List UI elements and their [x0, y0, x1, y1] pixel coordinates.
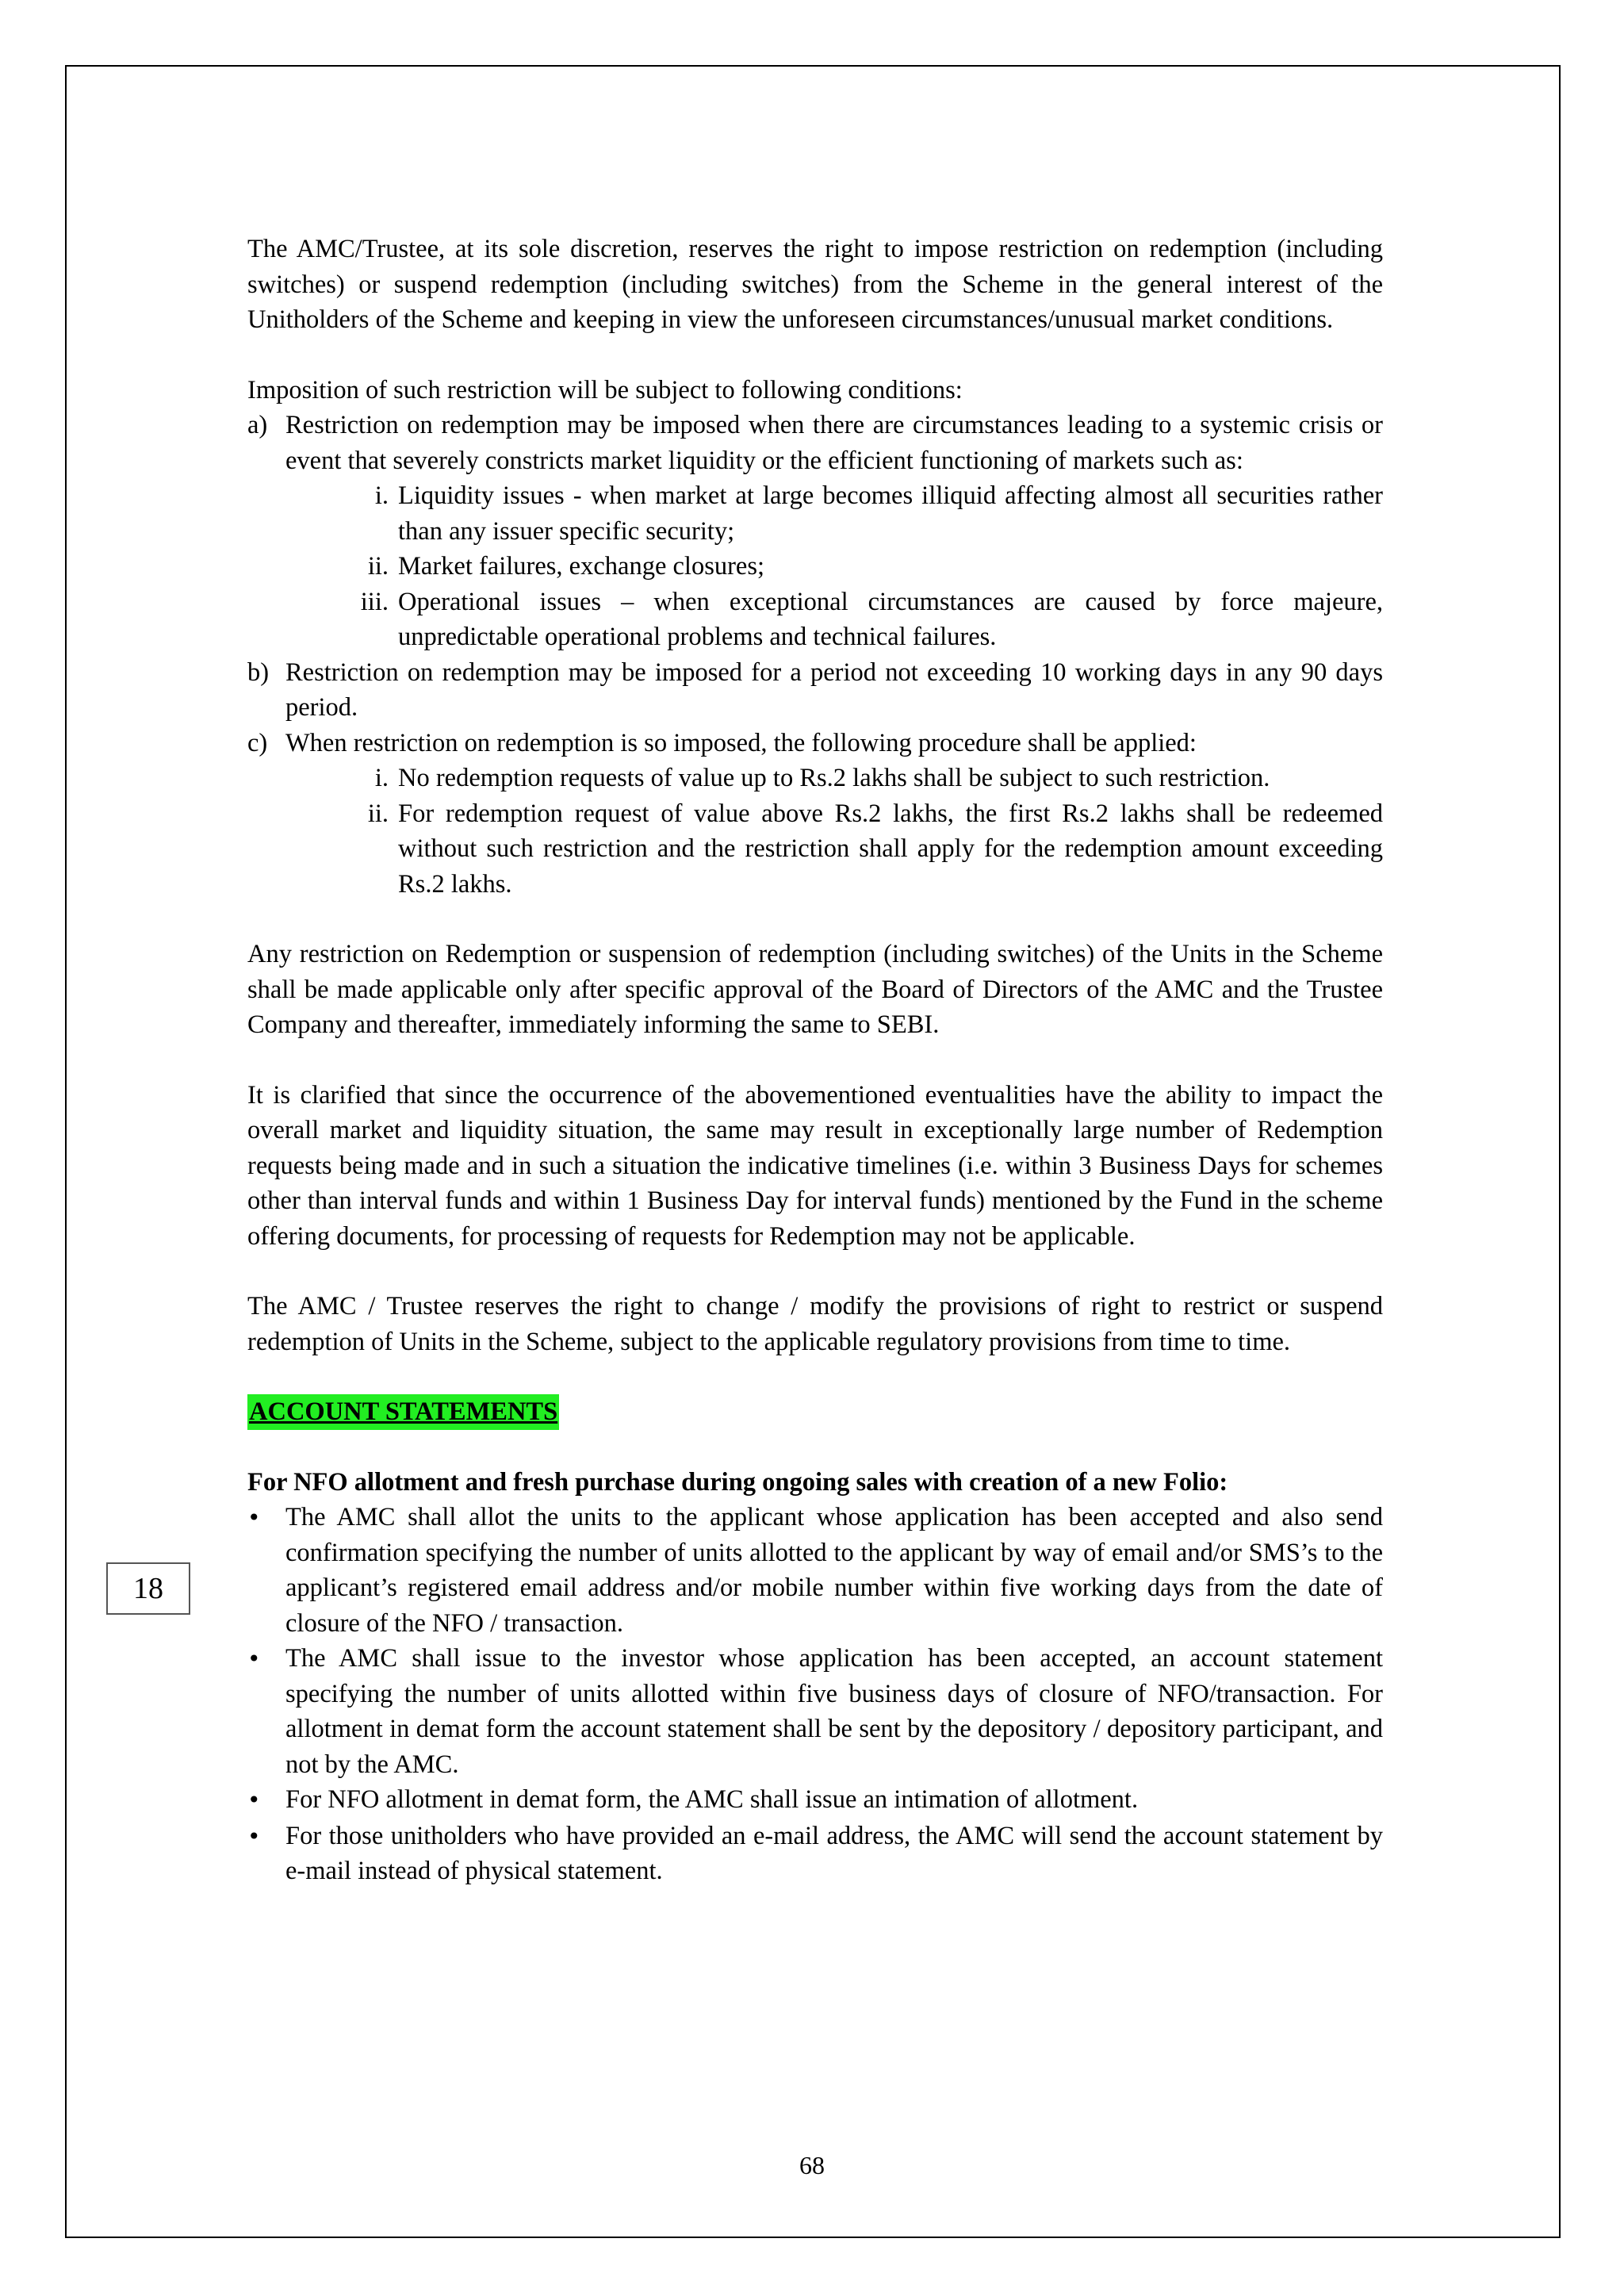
sub-condition-text: Liquidity issues - when market at large becomes illiquid affecting almost all securities rather than any issuer specific security;: [398, 481, 1383, 546]
paragraph-clarification: It is clarified that since the occurrence of the abovementioned eventualities have the ability to impact the overall market and liquidity situation, the same may result in exceptionally large number of Redemption requests being made and in such a situation the indicative timelines (i.e. within 3 Business Days for schemes other than interval funds and within 1 Business Day for interval funds) mentioned by the Fund in the scheme offering documents, for processing of requests for Redemption may not be applicable.: [247, 1080, 1383, 1251]
section-heading: ACCOUNT STATEMENTS: [247, 1394, 559, 1430]
bullet-icon: [247, 1782, 285, 1819]
paragraph-modify-provisions: The AMC / Trustee reserves the right to change / modify the provisions of right to restrict or suspend redemption of Units in the Scheme, subject to the applicable regulatory provisions from time to time.: [247, 1292, 1383, 1356]
sub-condition-text: For redemption request of value above Rs.2 lakhs, the first Rs.2 lakhs shall be redeemed without such restriction and the restriction shall apply for the redemption amount exceeding Rs.2 lakhs.: [398, 799, 1383, 899]
sub-condition-text: Operational issues – when exceptional circumstances are caused by force majeure, unpredictable operational problems and technical failures.: [398, 587, 1383, 651]
bullet-icon: [247, 1819, 285, 1889]
bullet-text: The AMC shall allot the units to the applicant whose application has been accepted and also send confirmation specifying the number of units allotted to the applicant by way of email and/or SMS’s to the applicant’s registered email address and/or mobile number within five working days from the date of closure of the NFO / transaction.: [285, 1503, 1383, 1638]
bullet-item: [247, 1641, 1383, 1782]
bullet-text: For NFO allotment in demat form, the AMC shall issue an intimation of allotment.: [285, 1785, 1139, 1814]
condition-label: a): [247, 411, 268, 439]
sub-condition-label: ii.: [367, 552, 389, 581]
condition-label: c): [247, 728, 268, 757]
condition-item: [247, 408, 1383, 478]
section-subheading: For NFO allotment and fresh purchase during ongoing sales with creation of a new Folio:: [247, 1467, 1228, 1497]
condition-text: Restriction on redemption may be imposed for a period not exceeding 10 working days in any 90 days period.: [285, 657, 1383, 722]
condition-label: b): [247, 657, 270, 687]
bullet-text: For those unitholders who have provided an e-mail address, the AMC will send the account statement by e-mail instead of physical statement.: [285, 1821, 1383, 1885]
sub-condition-label: ii.: [367, 799, 389, 828]
sub-condition-item: [247, 796, 1383, 903]
paragraph-amc-restriction: The AMC/Trustee, at its sole discretion, reserves the right to impose restriction on redemption (including switches) or suspend redemption (including switches) from the Scheme in the general interest of the Unitholders of the Scheme and keeping in view the unforeseen circumstances/unusual market conditions.: [247, 235, 1383, 334]
condition-text: Restriction on redemption may be imposed when there are circumstances leading to a systemic crisis or event that severely constricts market liquidity or the efficient functioning of markets such as:: [285, 411, 1383, 475]
paragraph-conditions-intro: Imposition of such restriction will be subject to following conditions:: [247, 375, 963, 404]
bullet-icon: [247, 1500, 285, 1641]
condition-item: [247, 655, 1383, 726]
section-number-box: [106, 1562, 190, 1615]
document-body: [247, 232, 1383, 1889]
sub-condition-text: No redemption requests of value up to Rs.2 lakhs shall be subject to such restriction.: [398, 764, 1270, 792]
condition-item: [247, 726, 1383, 761]
sub-condition-item: [247, 761, 1383, 796]
paragraph-board-approval: Any restriction on Redemption or suspension of redemption (including switches) of the Units in the Scheme shall be made applicable only after specific approval of the Board of Directors of the AMC and the Trustee Company and thereafter, immediately informing the same to SEBI.: [247, 940, 1383, 1039]
section-heading-row: [247, 1394, 1383, 1430]
bullet-icon: [247, 1641, 285, 1782]
sub-condition-text: Market failures, exchange closures;: [398, 552, 765, 581]
bullet-item: [247, 1782, 1383, 1819]
condition-text: When restriction on redemption is so imposed, the following procedure shall be applied:: [285, 728, 1197, 757]
bullet-item: [247, 1819, 1383, 1889]
sub-condition-label: i.: [374, 481, 389, 510]
sub-condition-label: iii.: [360, 587, 389, 616]
sub-condition-label: i.: [374, 764, 389, 792]
sub-condition-item: [247, 585, 1383, 655]
bullet-item: [247, 1500, 1383, 1641]
sub-condition-item: [247, 549, 1383, 585]
bullet-text: The AMC shall issue to the investor whose application has been accepted, an account statement specifying the number of units allotted within five business days of closure of NFO/transaction. For allotment in demat form the account statement shall be sent by the depository / depository participant, and not by the AMC.: [285, 1644, 1383, 1779]
section-number: 18: [133, 1572, 163, 1605]
page-number: 68: [799, 2151, 825, 2179]
sub-condition-item: [247, 478, 1383, 549]
